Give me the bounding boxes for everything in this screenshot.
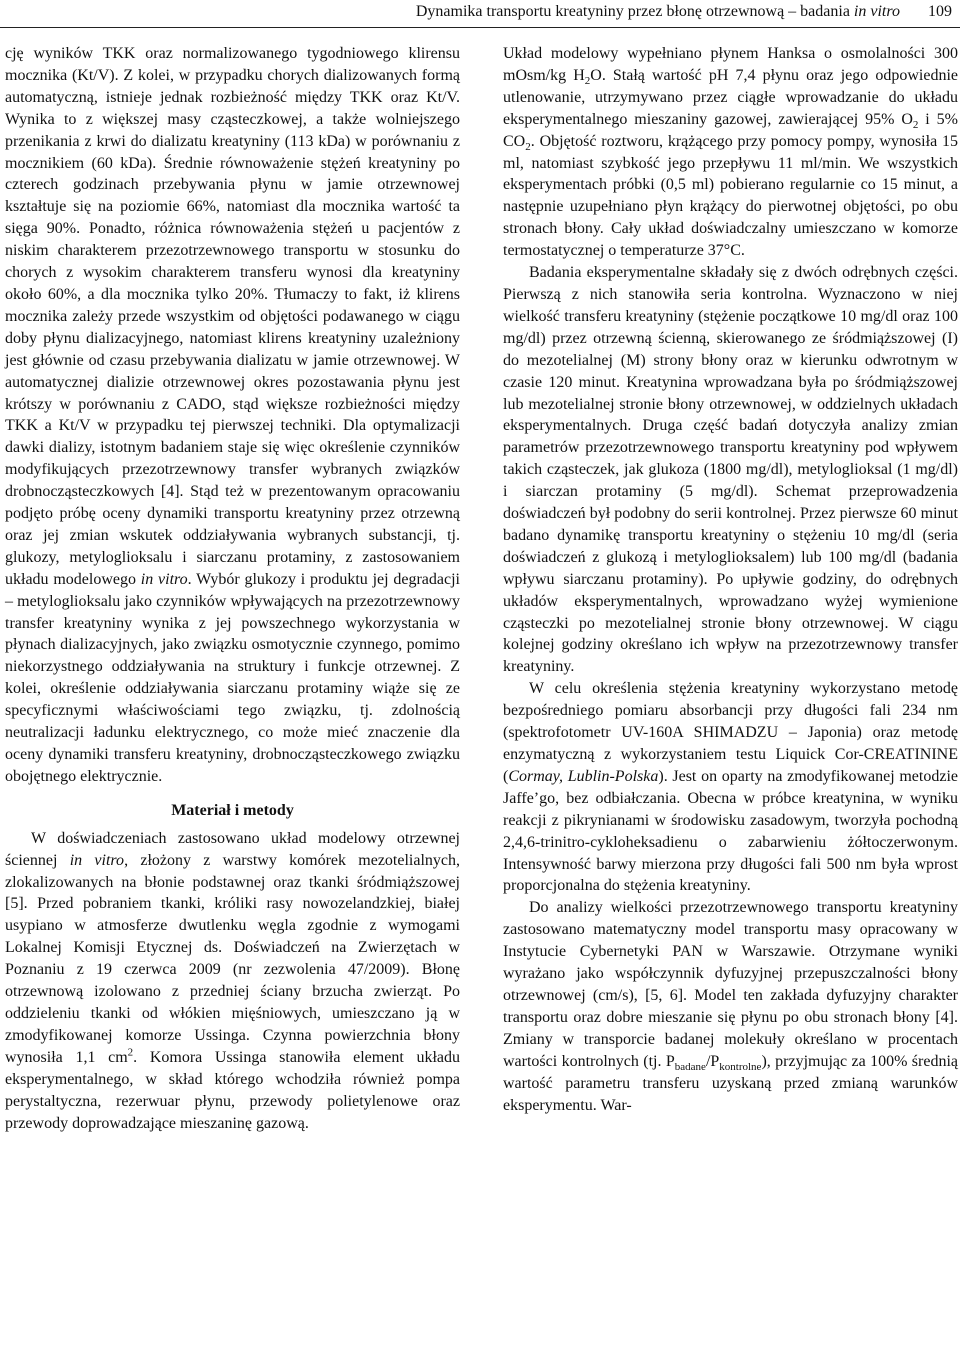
- superscript: 2: [127, 1046, 134, 1059]
- paragraph: Badania eksperymentalne składały się z dwóch odrębnych części. Pierwszą z nich stanowiła seria kontrolna. Wyznaczono w niej wielkość transferu kreatyniny (stężenie początkowe 10 mg/dl oraz 100 mg/dl) przez otrzewną ścienną, skierowanego ze śródmiąższowej (I) do mezotelialnej (M) strony błony oraz w kierunku odwrotnym w czasie 120 minut. Kreatynina wprowadzana była po śródmiąższowej lub mezotelialnej stronie błony otrzewnowej, w oddzielnych układach eksperymentalnych. Druga część badań dotyczyła analizy zmian parametrów przezotrzewnowego transportu kreatyniny pod wpływem takich cząsteczek, jak glukoza (1800 mg/dl), metyloglioksal (1 mg/dl) i siarczan protaminy (5 mg/dl). Schemat przeprowadzenia doświadczeń był podobny do serii kontrolnej. Przez pierwsze 60 minut badano dynamikę transportu kreatyniny o stężeniu 10 mg/dl (seria doświadczeń z glukozą i metyloglioksalem) lub 100 mg/dl (badania wpływu siarczanu protaminy). Po upływie godziny, do odrębnych układów eksperymentalnych, wprowadzano wyżej wymienione cząsteczki po mezotelialnej stronie błony otrzewnowej. W ciągu kolejnej godziny określano ich wpływ na przezotrzewnowy transfer kreatyniny.: [503, 264, 958, 676]
- page-number: 109: [928, 3, 952, 20]
- paragraph: [5, 828, 460, 1135]
- italic-run: Cormay, Lublin-Polska: [508, 767, 659, 785]
- text-run: . Objętość roztworu, krążącego przy pomocy pompy, wynosiła 15 ml, natomiast szybkość jego przepływu 11 ml/min. We wszystkich eksperymentach próbki (0,5 ml) pobierano regularnie co 15 minut, a następnie uzupełniano płyn krążący do pierwotnej objętości, po obu stronach błony. Cały układ doświadczalny umieszczano w komorze termostatycznej o temperaturze 37°C.: [503, 132, 958, 260]
- text-run: ). Jest on oparty na zmodyfikowanej metodzie Jaffe’go, bez odbiałczania. Obecna w próbce kreatynina, w wyniku reakcji z pikrynianami w środowisku zasadowym, tworzyła pochodną 2,4,6-trinitro-cykloheksadienu o zabarwieniu żółtoczerwonym. Intensywność barwy mierzona przy długości fali 500 nm była wprost proporcjonalna do stężenia kreatyniny.: [503, 767, 958, 895]
- text-run: i 5% CO: [503, 110, 958, 150]
- paragraph: [503, 897, 958, 1116]
- paragraph: [503, 678, 958, 897]
- subscript: 2: [584, 75, 591, 88]
- text-run: . Wybór glukozy i produktu jej degradacji – metyloglioksalu jako czynników wpływających na przezotrzewnowy transfer kreatyniny wynika z jej powszechnego wykorzystania w płynach dializacyjnych, jako związku osmotycznie czynnego, pomimo niekorzystnego oddziaływania na struktury i funkcje otrzewnej. Z kolei, określenie oddziaływania siarczanu protaminy wiąże się ze specyficznymi właściwościami tego związku, tj. zdolnością neutralizacji ładunku elektrycznego, co może mieć znaczenie dla oceny dynamiki transferu kreatyniny, drobnocząsteczkowego związku obojętnego elektrycznie.: [5, 570, 461, 785]
- text-run: Układ modelowy wypełniano płynem Hanksa o osmolalności 300 mOsm/kg H: [503, 45, 958, 84]
- text-run: cję wyników TKK oraz normalizowanego tygodniowego klirensu mocznika (Kt/V). Z kolei, w przypadku chorych dializowanych formą automatyczną, istnieje jednak rozbieżność między TKK oraz Kt/V. Wynika to z większej masy cząsteczkowej, a także wolniejszego przenikania z krwi do dializatu kreatyniny (113 kDa) w porównaniu z mocznikiem (60 kDa). Średnie równoważenie stężeń kreatyniny po czterech godzinach przebywania płynu w jamie otrzewnowej kształtuje się na poziomie 66%, natomiast dla mocznika wartość ta sięga 90%. Ponadto, różnica równoważenia stężeń u pacjentów z niskim charakterem przezotrzewnowego transportu w stosunku do chorych z wysokim charakterem transferu wynosi dla kreatyniny około 60%, a dla mocznika tylko 20%. Tłumaczy to fakt, iż klirens mocznika zależy przede wszystkim od objętości podawanego w ciągu doby płynu dializacyjnego, natomiast klirens kreatyniny uzależniony jest głównie od czasu przebywania dializatu w jamie otrzewnowej. W automatycznej dializie otrzewnowej okres pozostawania płynu jest krótszy w porównaniu z CADO, stąd większe rozbieżności między TKK a Kt/V w przypadku tej pierwszej techniki. Dla optymalizacji dawki dializy, istotnym badaniem staje się więc określenie czynników modyfikujących przezotrzewnowy transfer wybranych związków drobnocząsteczkowych [4]. Stąd też w prezentowanym opracowaniu podjęto próbę oceny dynamiki transportu kreatyniny przez otrzewną oraz jej zmian wskutek oddziaływania wybranych substancji, tj. glukozy, metyloglioksalu i siarczanu protaminy, z zastosowaniem układu modelowego: [5, 45, 460, 588]
- paragraph: [503, 43, 958, 262]
- section-heading: Materiał i metody: [171, 801, 294, 819]
- text-run: O. Stałą wartość pH 7,4 płynu oraz jego odpowiednie utlenowanie, utrzymywano przez ciągłe wprowadzanie do układu eksperymentalnego mieszaniny gazowej, zawierającej 95% O: [503, 66, 959, 128]
- text-run: W celu określenia stężenia kreatyniny wykorzystano metodę bezpośredniego pomiaru absorbancji przy długości fali 234 nm (spektrofotometr UV-160A SHIMADZU – Japonia) oraz metodę enzymatyczną z wykorzystaniem testu Liquick Cor-CREATININE (: [503, 680, 958, 785]
- running-title: [416, 3, 900, 21]
- running-title-text: Dynamika transportu kreatyniny przez błonę otrzewnową – badania: [415, 3, 854, 20]
- subscript: 2: [912, 118, 919, 131]
- text-run: , złożony z warstwy komórek mezotelialnych, zlokalizowanych na błonie podstawnej oraz tkanki śródmiąższowej [5]. Przed pobraniem tkanki, króliki rasy nowozelandzkiej, białej usypiano w atmosferze dwutlenku węgla zgodnie z wymogami Lokalnej Komisji Etycznej ds. Doświadczeń na Zwierzętach w Poznaniu z 19 czerwca 2009 (nr zezwolenia 47/2009). Błonę otrzewnową izolowano z przedniej ściany brzucha zwierząt. Po oddzieleniu tkanki od włókien mięśniowych, umieszczano ją w zmodyfikowanej komorze Ussinga. Czynna powierzchnia błony wynosiła 1,1 cm: [5, 851, 461, 1066]
- right-column: [503, 43, 958, 1116]
- paragraph: [5, 43, 460, 788]
- running-header: [0, 0, 960, 28]
- running-title-italic: in vitro: [853, 3, 900, 20]
- subscript: kontrolne: [719, 1060, 762, 1073]
- subscript: badane: [674, 1060, 706, 1073]
- text-run: ), przyjmując za 100% średnią wartość parametru transferu uzyskaną przed zmianą warunków eksperymentu. War-: [503, 1052, 959, 1114]
- italic-run: in vitro: [69, 851, 125, 869]
- subscript: 2: [525, 140, 531, 153]
- text-run: W doświadczeniach zastosowano układ modelowy otrzewnej ściennej: [5, 829, 460, 869]
- text-run: Do analizy wielkości przezotrzewnowego transportu kreatyniny zastosowano matematyczny model transportu masy opracowany w Instytucie Cybernetyki PAN w Warszawie. Otrzymane wyniki wyrażano jako współczynnik dyfuzyjnej przepuszczalności błony otrzewnowej (cm/s), [5, 6]. Model ten zakłada dyfuzyjny charakter transportu oraz dobre mieszanie się płynu po obu stronach błony [4]. Zmiany w transporcie badanej molekuły określano w procentach wartości kontrolnych (tj. P: [503, 899, 958, 1070]
- left-column: [5, 43, 460, 1134]
- text-run: . Komora Ussinga stanowiła element układu eksperymentalnego, w skład którego wchodziła również pompa perystaltyczna, rezerwuar płynu, przewody polietylenowe oraz przewody doprowadzające mieszaninę gazową.: [5, 1048, 460, 1132]
- italic-run: in vitro: [140, 570, 188, 588]
- text-run: /P: [705, 1052, 720, 1070]
